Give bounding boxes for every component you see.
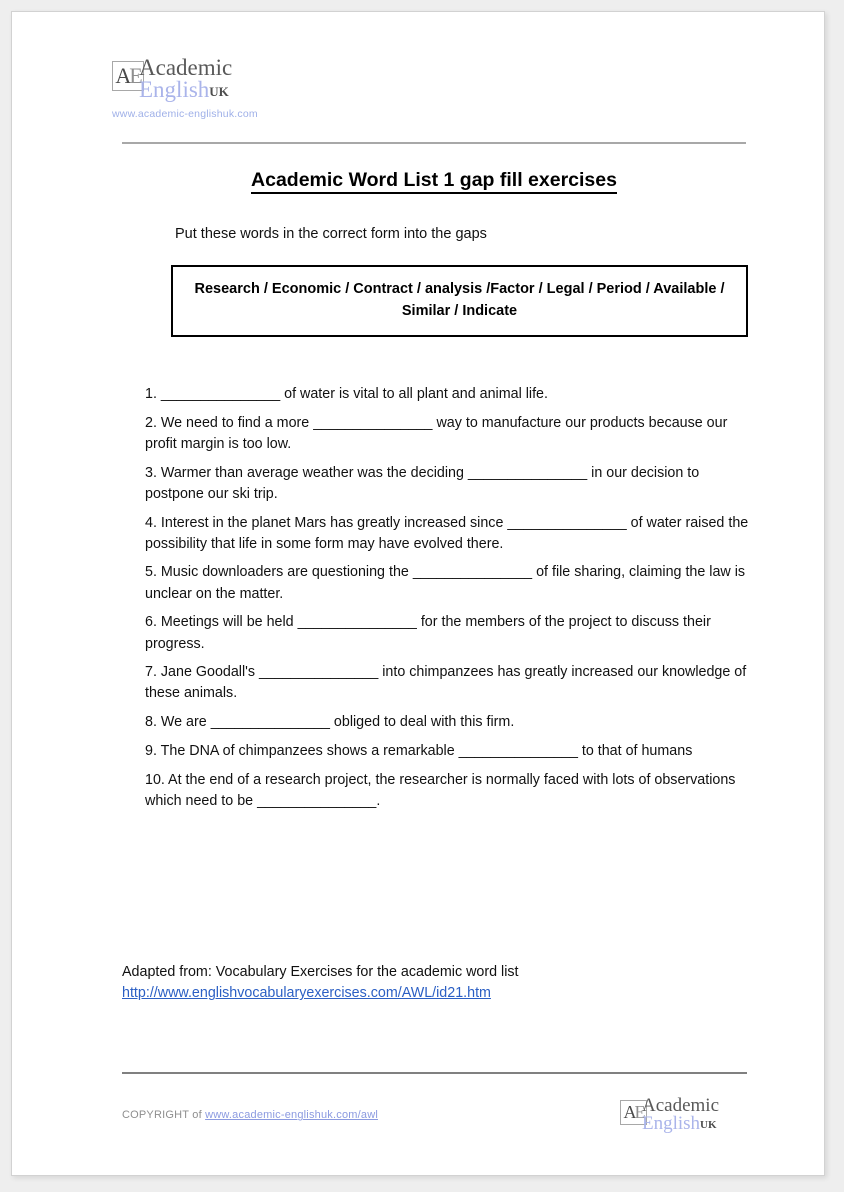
exercise-item: 2. We need to find a more _______________ way to manufacture our products because our profit margin is too low. — [145, 414, 728, 452]
exercise-item: 3. Warmer than average weather was the deciding _______________ in our decision to postpone our ski trip. — [145, 464, 700, 502]
brand-word-english: English — [641, 1113, 701, 1135]
copyright-notice — [122, 1109, 378, 1121]
exercise-item: 8. We are _______________ obliged to deal with this firm. — [145, 714, 515, 731]
monogram-letter-e: E — [129, 63, 141, 88]
footer-divider — [122, 1072, 747, 1074]
brand-word-academic: Academic — [139, 55, 233, 80]
header-divider — [122, 142, 746, 144]
exercise-item: 5. Music downloaders are questioning the _______________ of file sharing, claiming the law is unclear on the matter. — [145, 564, 746, 602]
monogram-letter-e: E — [634, 1102, 644, 1122]
brand-word-english: English — [139, 77, 210, 103]
page-title — [122, 169, 746, 192]
brand-logo-wordmark — [139, 57, 232, 101]
footer-brand-wordmark — [642, 1097, 719, 1133]
header-website-url[interactable]: www.academic-englishuk.com — [112, 108, 258, 121]
word-bank-text: Research / Economic / Contract / analysis /Factor / Legal / Period / Available / Similar / Indicate — [194, 281, 725, 319]
exercise-item: 7. Jane Goodall's _______________ into chimpanzees has greatly increased our knowledge of these animals. — [145, 664, 747, 702]
monogram-letter-a: A — [115, 63, 130, 88]
brand-logo — [112, 57, 752, 101]
word-bank-box — [171, 265, 748, 337]
brand-word-academic: Academic — [641, 1095, 719, 1116]
document-page — [11, 11, 825, 1176]
footer-brand-logo — [620, 1097, 719, 1133]
document-footer — [122, 1097, 747, 1133]
monogram-letter-a: A — [623, 1102, 635, 1122]
brand-word-uk: UK — [209, 84, 229, 100]
copyright-website-link[interactable]: www.academic-englishuk.com/awl — [205, 1109, 378, 1122]
exercise-item: 10. At the end of a research project, the researcher is normally faced with lots of observations which need to be _______________. — [145, 771, 736, 809]
exercise-item: 6. Meetings will be held _______________ for the members of the project to discuss their progress. — [145, 614, 711, 652]
exercise-item: 9. The DNA of chimpanzees shows a remarkable _______________ to that of humans — [145, 742, 693, 759]
attribution-source-link[interactable]: http://www.englishvocabularyexercises.com/AWL/id21.htm — [122, 985, 491, 1002]
page-title-text: Academic Word List 1 gap fill exercises — [251, 169, 617, 194]
attribution-block — [122, 962, 742, 1005]
attribution-source-text: Adapted from: Vocabulary Exercises for the academic word list — [122, 964, 519, 980]
document-header — [112, 57, 752, 120]
exercise-item: 4. Interest in the planet Mars has greatly increased since _______________ of water raised the possibility that life in some form may have evolved there. — [145, 514, 749, 552]
copyright-prefix: COPYRIGHT of — [122, 1109, 206, 1122]
brand-word-uk: UK — [700, 1119, 717, 1132]
exercise-item: 1. _______________ of water is vital to all plant and animal life. — [145, 386, 548, 402]
instruction-text: Put these words in the correct form into the gaps — [175, 226, 487, 242]
exercise-list — [145, 384, 749, 820]
